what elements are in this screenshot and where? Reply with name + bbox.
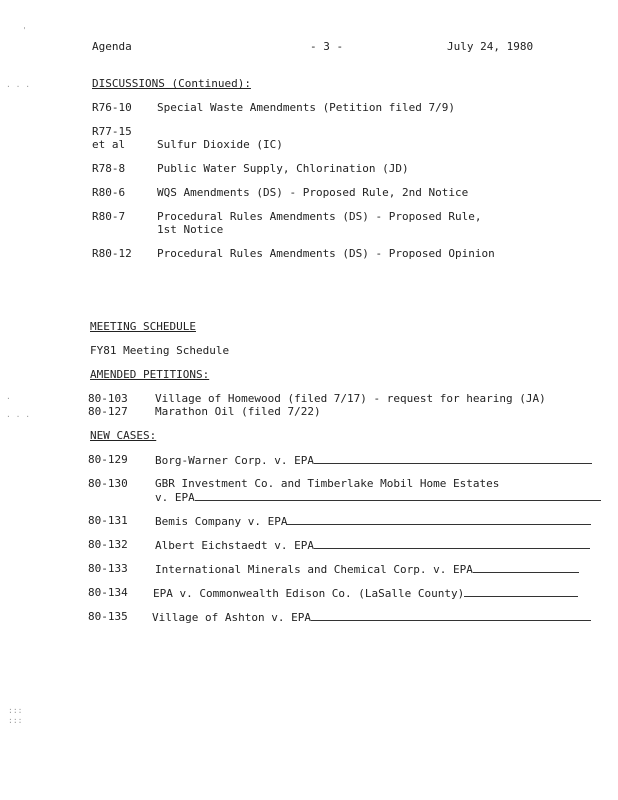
case-title: GBR Investment Co. and Timberlake Mobil Home Estates — [155, 477, 500, 490]
item-id: 80-127 — [88, 405, 128, 418]
case-title: EPA v. Commonwealth Edison Co. (LaSalle County) — [153, 587, 465, 600]
blank-line — [195, 490, 601, 501]
case-id: 80-131 — [88, 514, 128, 527]
case-title: International Minerals and Chemical Corp. v. EPA — [155, 563, 473, 576]
item-text: Procedural Rules Amendments (DS) - Proposed Opinion — [157, 247, 495, 260]
case-title: Borg-Warner Corp. v. EPA — [155, 454, 314, 467]
case-row — [152, 610, 591, 624]
page-number: - 3 - — [310, 40, 344, 53]
blank-line — [473, 562, 579, 573]
case-title-continued: v. EPA — [155, 491, 195, 504]
meeting-schedule-text: FY81 Meeting Schedule — [90, 344, 230, 357]
item-text: Public Water Supply, Chlorination (JD) — [157, 162, 409, 175]
blank-line — [314, 538, 590, 549]
item-id: R80-12 — [92, 247, 132, 260]
case-id: 80-130 — [88, 477, 128, 490]
case-title: Bemis Company v. EPA — [155, 515, 288, 528]
header-left: Agenda — [92, 40, 132, 53]
scan-speck: ::: — [8, 706, 23, 715]
item-text: Procedural Rules Amendments (DS) - Proposed Rule, — [157, 210, 482, 223]
scan-speck: . . . — [6, 410, 31, 419]
case-title: Albert Eichstaedt v. EPA — [155, 539, 314, 552]
case-title: Village of Ashton v. EPA — [152, 611, 311, 624]
item-id: R80-7 — [92, 210, 126, 223]
item-text: WQS Amendments (DS) - Proposed Rule, 2nd Notice — [157, 186, 469, 199]
case-row — [153, 586, 578, 600]
new-cases-heading: NEW CASES: — [90, 429, 157, 442]
case-id: 80-132 — [88, 538, 128, 551]
item-id: R76-10 — [92, 101, 132, 114]
case-row — [155, 514, 591, 528]
item-id: R78-8 — [92, 162, 126, 175]
item-id: R77-15 — [92, 125, 132, 138]
item-id-suffix: et al — [92, 138, 126, 151]
blank-line — [464, 586, 578, 597]
scan-speck: ' — [22, 26, 27, 35]
blank-line — [311, 610, 591, 621]
item-text: Sulfur Dioxide (IC) — [157, 138, 283, 151]
blank-line — [314, 453, 592, 464]
case-row — [155, 538, 590, 552]
item-text-continued: 1st Notice — [157, 223, 224, 236]
amended-petitions-heading: AMENDED PETITIONS: — [90, 368, 210, 381]
scan-speck: . — [6, 392, 11, 401]
item-text: Special Waste Amendments (Petition filed 7/9) — [157, 101, 456, 114]
meeting-schedule-heading: MEETING SCHEDULE — [90, 320, 196, 333]
case-row — [155, 453, 592, 467]
scan-speck: ::: — [8, 716, 23, 725]
item-text: Village of Homewood (filed 7/17) - request for hearing (JA) — [155, 392, 546, 405]
case-id: 80-135 — [88, 610, 128, 623]
header-date: July 24, 1980 — [447, 40, 534, 53]
case-row — [155, 562, 579, 576]
item-text: Marathon Oil (filed 7/22) — [155, 405, 321, 418]
case-id: 80-133 — [88, 562, 128, 575]
discussions-heading: DISCUSSIONS (Continued): — [92, 77, 251, 90]
case-id: 80-134 — [88, 586, 128, 599]
blank-line — [287, 514, 591, 525]
item-id: 80-103 — [88, 392, 128, 405]
case-row — [155, 490, 601, 504]
item-id: R80-6 — [92, 186, 126, 199]
scan-speck: . . . — [6, 80, 31, 89]
case-id: 80-129 — [88, 453, 128, 466]
